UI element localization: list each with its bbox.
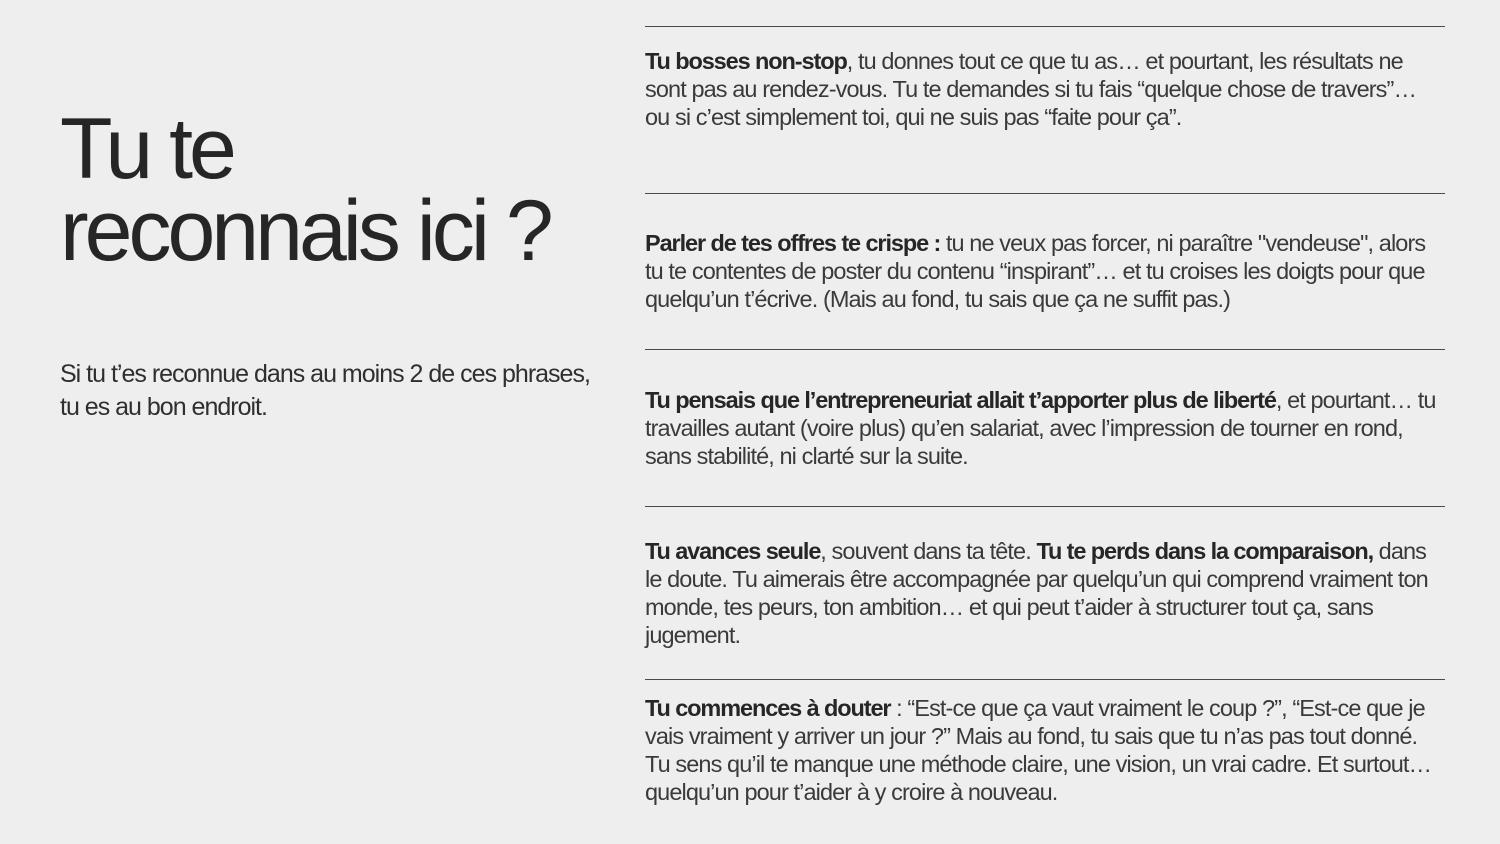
statement-5-text: : “Est-ce que ça vaut vraiment le coup ?”, “Est-ce que je vais vraiment y arriver un jour ?” Mais au fond, tu sais que tu n’as pas tout donné. Tu sens qu’il te manque une méthode claire, une vision, un vrai cadre. Et surtout… quelqu’un pour t’aider à y croire à nouveau.	[645, 695, 1432, 805]
statement-4-lead-2: Tu te perds dans la comparaison,	[1036, 538, 1374, 564]
statement-4-lead: Tu avances seule	[645, 538, 821, 564]
statement-2-text: tu ne veux pas forcer, ni paraître "vendeuse", alors tu te contentes de poster du contenu “inspirant”… et tu croises les doigts pour que quelqu’un t’écrive. (Mais au fond, tu sais que ça ne suffit pas.)	[645, 230, 1426, 312]
statement-5	[645, 694, 1445, 806]
statement-2-lead: Parler de tes offres te crispe :	[645, 230, 941, 256]
statement-1	[645, 47, 1445, 131]
statement-4-text: , souvent dans ta tête.	[820, 538, 1037, 564]
statement-3-lead: Tu pensais que l’entrepreneuriat allait t’apporter plus de liberté	[645, 387, 1276, 413]
statement-4	[645, 537, 1445, 649]
page-subtitle: Si tu t’es reconnue dans au moins 2 de ces phrases, tu es au bon endroit.	[60, 360, 590, 421]
statement-3	[645, 386, 1445, 470]
statement-4-text-2: dans le doute. Tu aimerais être accompagnée par quelqu’un qui comprend vraiment ton monde, tes peurs, ton ambition… et qui peut t’aider à structurer tout ça, sans jugement.	[645, 538, 1428, 648]
statement-1-lead: Tu bosses non-stop	[645, 48, 847, 74]
statement-1-text: , tu donnes tout ce que tu as… et pourtant, les résultats ne sont pas au rendez-vous. Tu te demandes si tu fais “quelque chose de travers”… ou si c’est simplement toi, qui ne suis pas “faite pour ça”.	[645, 48, 1417, 130]
statement-3-text: , et pourtant… tu travailles autant (voire plus) qu’en salariat, avec l’impression de tourner en rond, sans stabilité, ni clarté sur la suite.	[645, 387, 1436, 469]
divider	[645, 193, 1445, 194]
statement-2	[645, 229, 1445, 313]
divider	[645, 349, 1445, 350]
intro-column	[60, 101, 600, 424]
title-line-1: Tu te	[60, 101, 233, 197]
title-line-2: reconnais ici ?	[60, 183, 550, 279]
divider	[645, 506, 1445, 507]
divider	[645, 26, 1445, 27]
statement-5-lead: Tu commences à douter	[645, 695, 891, 721]
divider	[645, 679, 1445, 680]
page-title	[60, 101, 600, 279]
